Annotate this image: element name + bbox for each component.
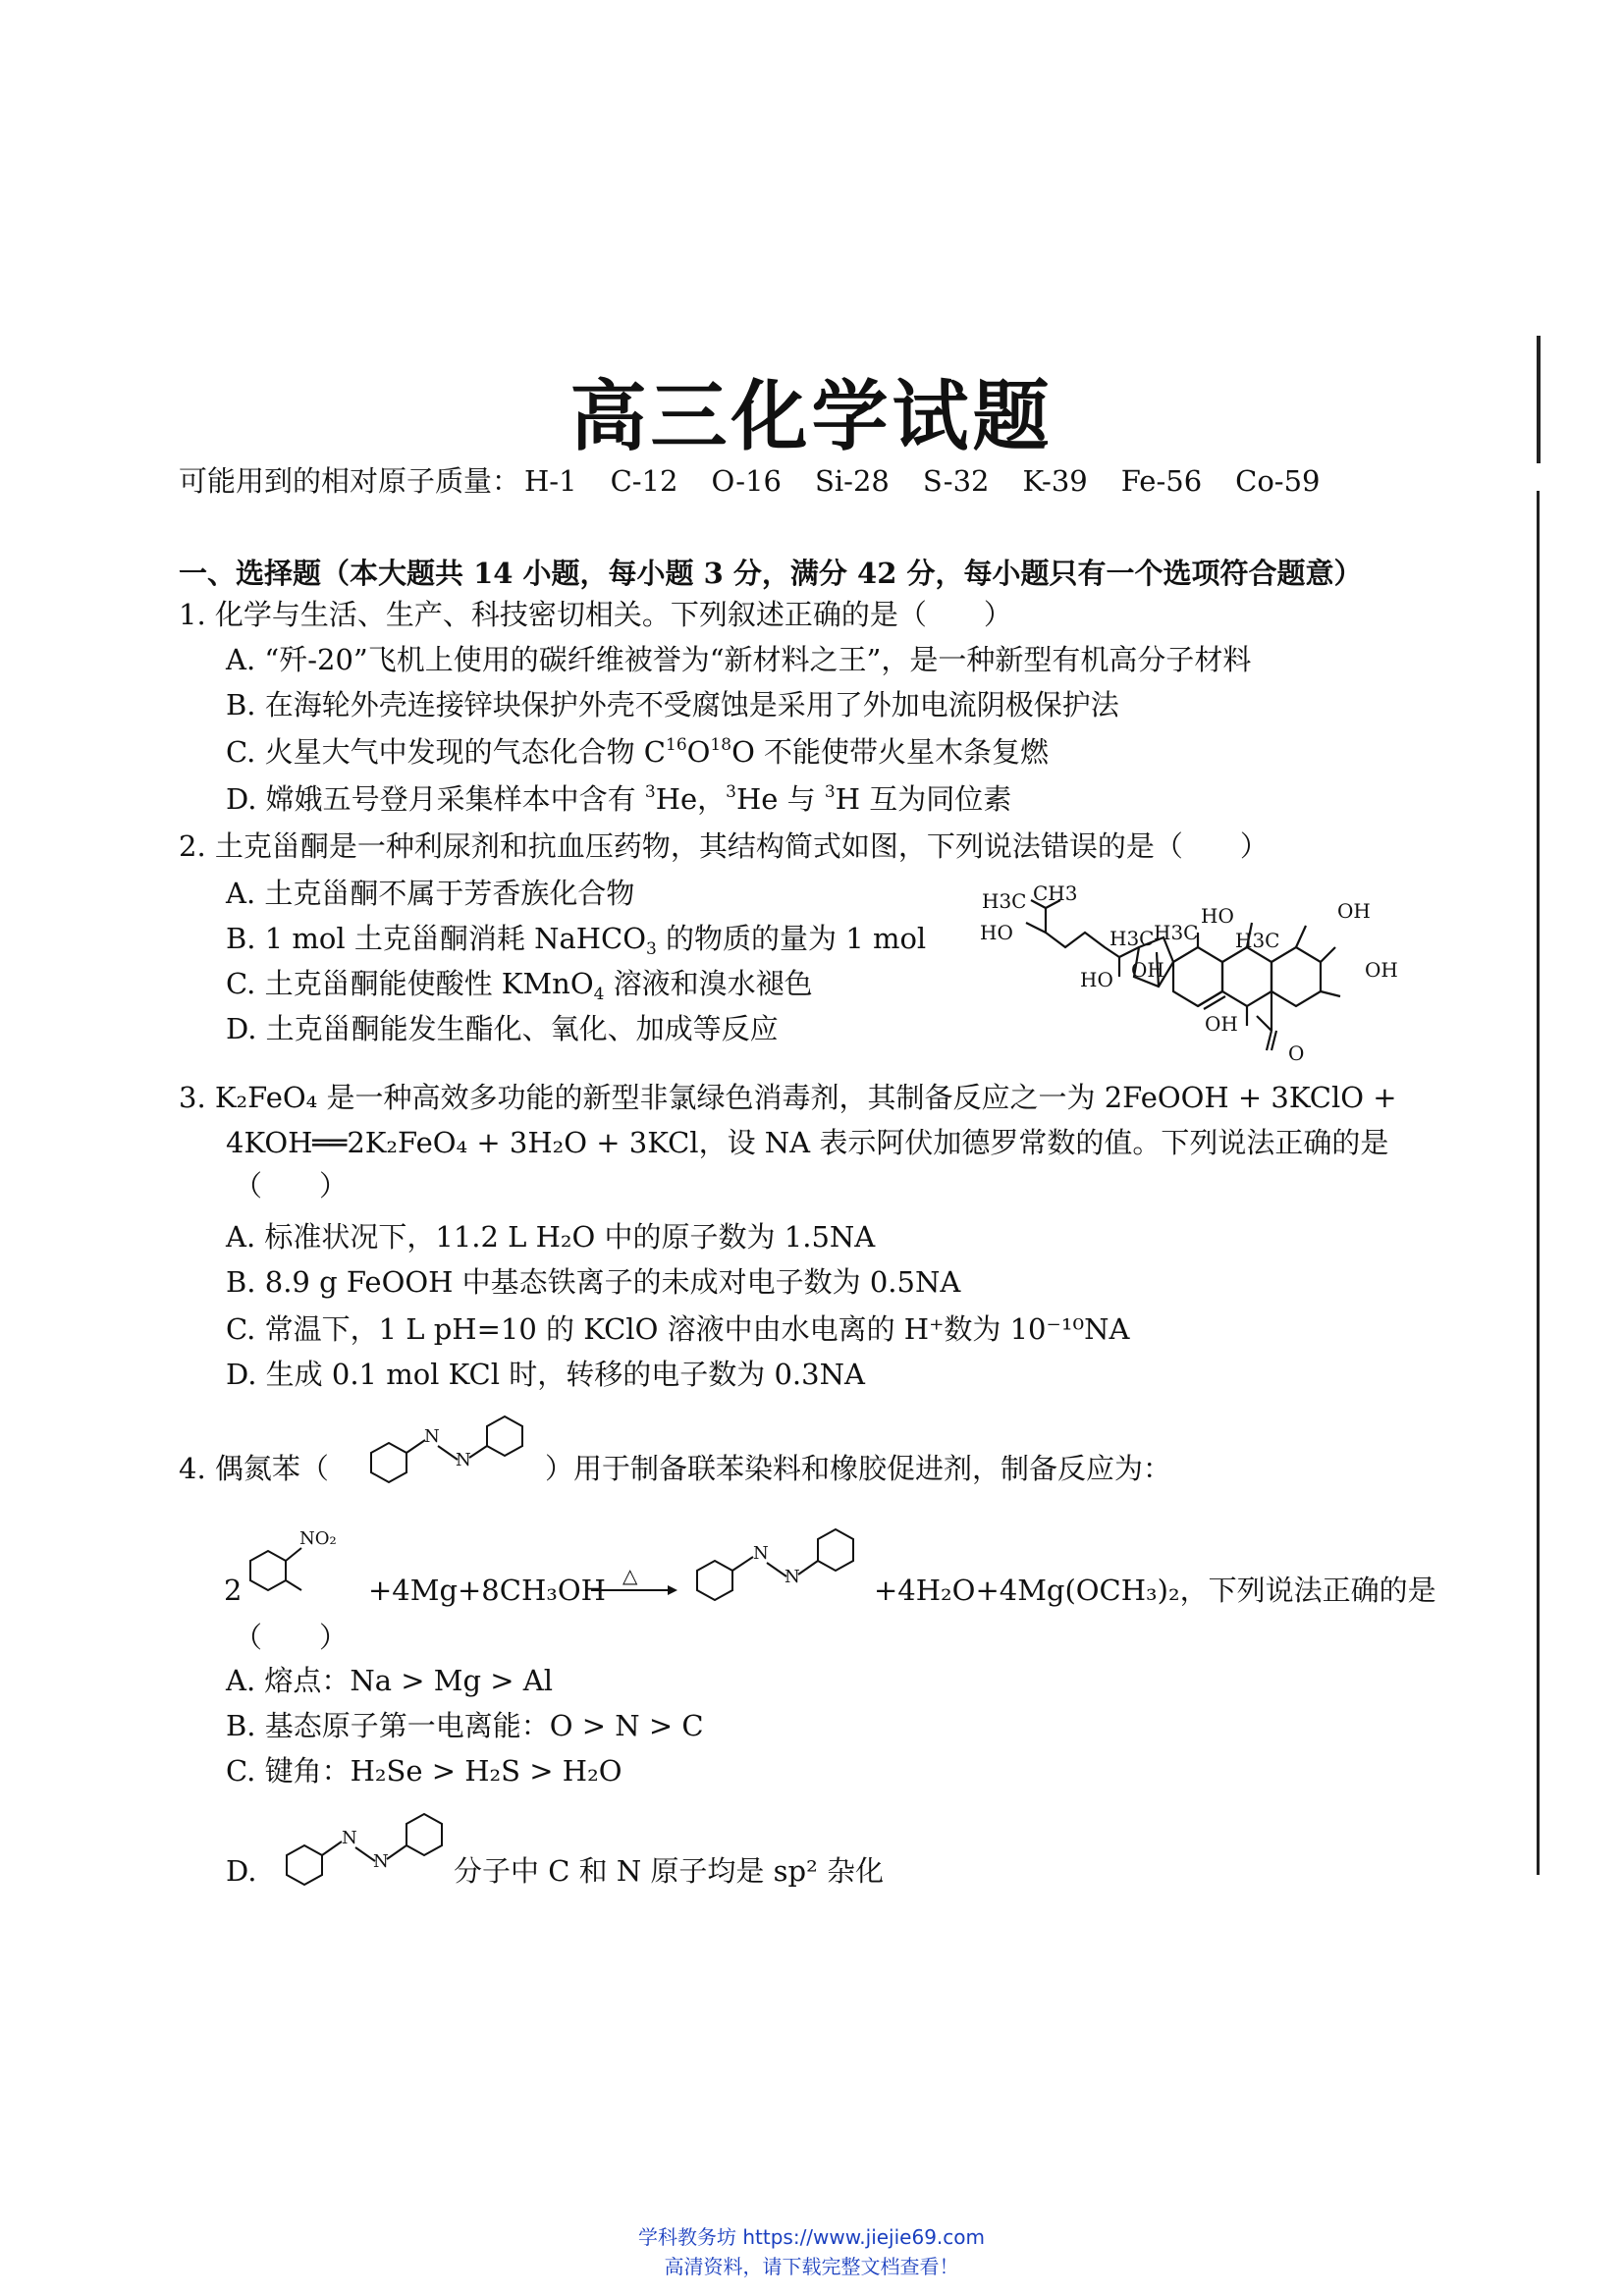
q4-option-b: B. 基态原子第一电离能：O > N > C: [226, 1709, 704, 1742]
azo-n: N: [342, 1828, 357, 1848]
mass-item: S-32: [922, 464, 990, 498]
q2-option-b: B. 1 mol 土克甾酮消耗 NaHCO$_3$ 的物质的量为 1 mol: [226, 922, 927, 959]
nitrobenzene-structure-diagram: [241, 1517, 358, 1605]
structure-label: HO: [980, 921, 1013, 944]
question-1-stem: 1. 化学与生活、生产、科技密切相关。下列叙述正确的是（ ）: [179, 598, 1012, 631]
q3-option-a: A. 标准状况下，11.2 L H₂O 中的原子数为 1.5NA: [226, 1220, 876, 1254]
q4-option-c: C. 键角：H₂Se > H₂S > H₂O: [226, 1754, 622, 1788]
section-heading: 一、选择题（本大题共 14 小题，每小题 3 分，满分 42 分，每小题只有一个选项符合题意）: [179, 557, 1363, 590]
structure-label: CH3: [1033, 881, 1078, 905]
footer-notice: 高清资料，请下载完整文档查看！: [664, 2255, 959, 2278]
mass-item: H-1: [524, 464, 577, 498]
mass-item: Co-59: [1235, 464, 1321, 498]
structure-label: HO: [1080, 968, 1113, 991]
q1-option-b: B. 在海轮外壳连接锌块保护外壳不受腐蚀是采用了外加电流阴极保护法: [226, 688, 1119, 721]
reaction-products: +4H₂O+4Mg(OCH₃)₂，下列说法正确的是: [874, 1574, 1436, 1607]
azo-n: N: [456, 1450, 471, 1470]
atomic-masses: [179, 461, 1354, 501]
q3-option-d: D. 生成 0.1 mol KCl 时，转移的电子数为 0.3NA: [226, 1358, 865, 1391]
no2-label: NO₂: [299, 1528, 337, 1549]
q3-option-b: B. 8.9 g FeOOH 中基态铁离子的未成对电子数为 0.5NA: [226, 1265, 961, 1299]
structure-label: OH: [1205, 1012, 1238, 1036]
binding-line: [1537, 491, 1540, 1875]
structure-label: H3C: [1154, 921, 1199, 944]
structure-label: OH: [1365, 958, 1398, 982]
reaction-coefficient: 2: [224, 1574, 243, 1607]
q2-option-c: C. 土克甾酮能使酸性 KMnO$_4$ 溶液和溴水褪色: [226, 967, 813, 1004]
question-4-stem-pre: 4. 偶氮苯（: [179, 1452, 329, 1485]
mass-item: K-39: [1022, 464, 1088, 498]
question-3-line-2: 4KOH══2K₂FeO₄ + 3H₂O + 3KCl，设 NA 表示阿伏加德罗常数的值。下列说法正确的是: [226, 1126, 1389, 1159]
azo-n: N: [373, 1851, 389, 1872]
structure-label: O: [1288, 1041, 1305, 1065]
azo-n: N: [753, 1543, 769, 1564]
q4-option-a: A. 熔点：Na > Mg > Al: [226, 1664, 553, 1697]
q4-option-d-label: D.: [226, 1854, 257, 1888]
q1-option-a: A. “歼-20”飞机上使用的碳纤维被誉为“新材料之王”，是一种新型有机高分子材料: [226, 643, 1252, 676]
question-4-stem-post: ）用于制备联苯染料和橡胶促进剂，制备反应为：: [545, 1452, 1172, 1485]
tucosterone-structure-diagram: [972, 879, 1434, 1065]
reaction-arrow: [589, 1563, 677, 1602]
structure-label: HO: [1201, 904, 1234, 928]
azobenzene-option-d-diagram: [275, 1796, 461, 1895]
question-4-answer-parens: （ ）: [234, 1621, 349, 1654]
q3-option-c: C. 常温下，1 L pH=10 的 KClO 溶液中由水电离的 H⁺数为 10⁻¹⁰NA: [226, 1312, 1130, 1346]
mass-item: Si-28: [815, 464, 890, 498]
structure-label: OH: [1337, 899, 1371, 923]
q1-option-c: C. 火星大气中发现的气态化合物 $C^{16}O^{18}O$ 不能使带火星木条复燃: [226, 735, 1050, 769]
mass-item: Fe-56: [1120, 464, 1203, 498]
question-3-answer-parens: （ ）: [234, 1169, 349, 1202]
reaction-reagents: +4Mg+8CH₃OH: [368, 1574, 606, 1607]
q2-option-a: A. 土克甾酮不属于芳香族化合物: [226, 877, 635, 910]
mass-item: O-16: [711, 464, 782, 498]
q4-option-d-text: 分子中 C 和 N 原子均是 sp² 杂化: [454, 1854, 884, 1888]
azo-n: N: [424, 1426, 440, 1447]
atomic-masses-label: 可能用到的相对原子质量：: [179, 464, 521, 498]
structure-label: H3C: [982, 889, 1027, 913]
q1-option-d: D. 嫦娥五号登月采集样本中含有 $^3$He，$^3$He 与 $^3$H 互为同位素: [226, 782, 1012, 816]
structure-label: H3C: [1235, 929, 1280, 952]
azobenzene-structure-diagram: [352, 1399, 548, 1487]
question-3-line-1: 3. K₂FeO₄ 是一种高效多功能的新型非氯绿色消毒剂，其制备反应之一为 2FeOOH + 3KClO +: [179, 1081, 1397, 1114]
q2-option-d: D. 土克甾酮能发生酯化、氧化、加成等反应: [226, 1012, 779, 1045]
page-title: 高三化学试题: [569, 373, 1054, 461]
footer-site[interactable]: 学科教务坊 https://www.jiejie69.com: [638, 2225, 985, 2249]
question-2-stem: 2. 土克甾酮是一种利尿剂和抗血压药物，其结构简式如图，下列说法错误的是（ ）: [179, 829, 1269, 863]
mass-item: C-12: [610, 464, 678, 498]
azo-n: N: [784, 1567, 800, 1587]
structure-label: H3C: [1109, 927, 1155, 950]
azobenzene-product-diagram: [682, 1512, 879, 1610]
structure-label: OH: [1131, 958, 1164, 982]
heat-symbol: △: [622, 1564, 638, 1587]
